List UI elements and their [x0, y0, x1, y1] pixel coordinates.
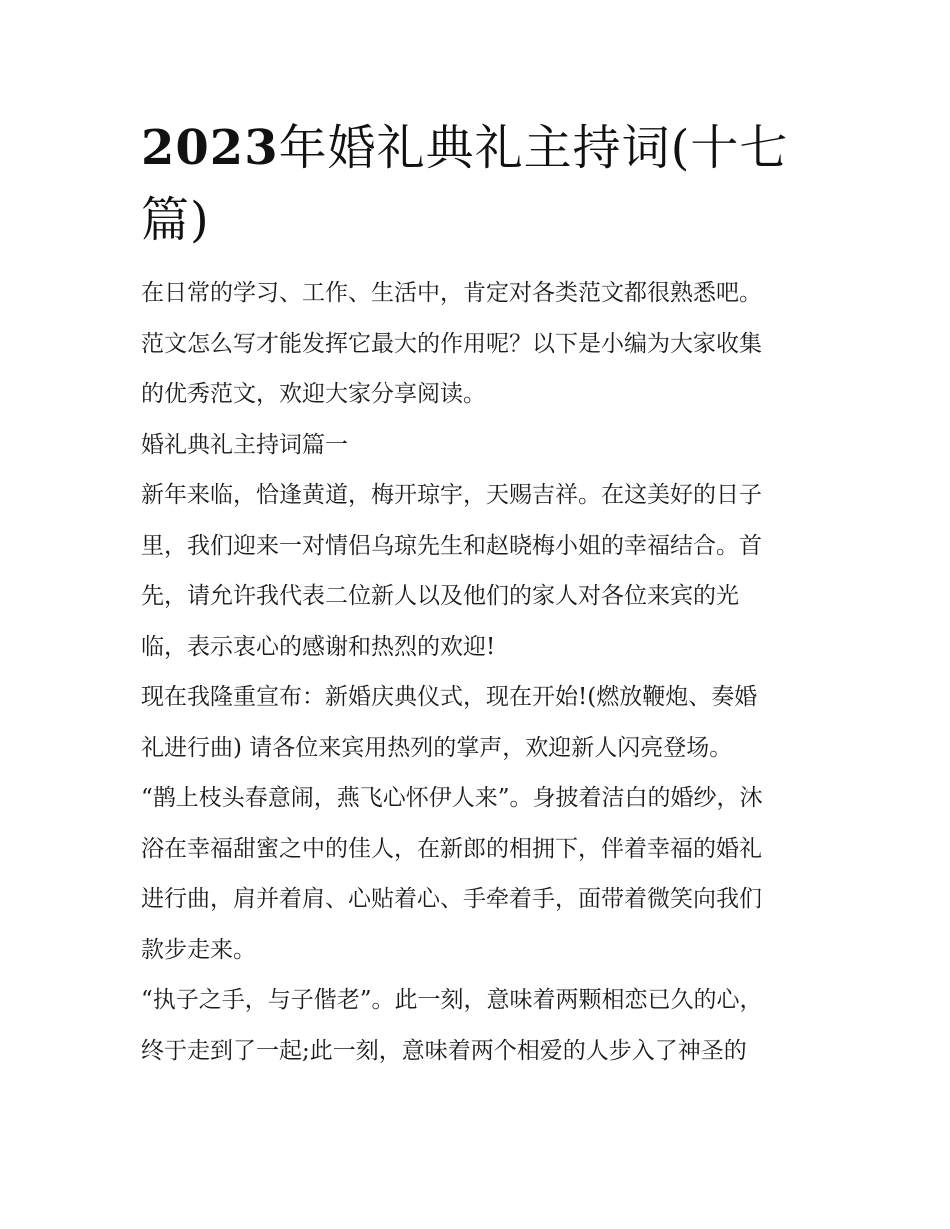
title-text: 年婚礼典礼主持词(十七 篇) — [141, 120, 789, 248]
paragraph-announcement: 现在我隆重宣布：新婚庆典仪式，现在开始!(燃放鞭炮、奏婚 礼进行曲) 请各位来宾用热列的掌声，欢迎新人闪亮登场。 — [141, 684, 758, 761]
document-content — [141, 112, 813, 1076]
section-heading: 婚礼典礼主持词篇一 — [141, 431, 348, 458]
title-year: 2023 — [141, 120, 279, 176]
paragraph-intro: 在日常的学习、工作、生活中，肯定对各类范文都很熟悉吧。 范文怎么写才能发挥它最大的作用呢？以下是小编为大家收集 的优秀范文，欢迎大家分享阅读。 — [141, 280, 762, 407]
document-body — [141, 268, 813, 1076]
paragraph-vows: “执子之手，与子偕老”。此一刻，意味着两颗相恋已久的心， 终于走到了一起;此一刻，意味着两个相爱的人步入了神圣的 — [141, 987, 763, 1064]
paragraph-opening: 新年来临，恰逢黄道，梅开琼宇，天赐吉祥。在这美好的日子 里，我们迎来一对情侣乌琼先生和赵晓梅小姐的幸福结合。首 先，请允许我代表二位新人以及他们的家人对各位来宾的光 临，表示衷心的感谢和热烈的欢迎! — [141, 482, 762, 660]
paragraph-entrance: “鹊上枝头春意闹，燕飞心怀伊人来”。身披着洁白的婚纱，沐 浴在幸福甜蜜之中的佳人，在新郎的相拥下，伴着幸福的婚礼 进行曲，肩并着肩、心贴着心、手牵着手，面带着微笑向我们 款步走来。 — [141, 785, 763, 963]
document-title — [141, 112, 813, 256]
